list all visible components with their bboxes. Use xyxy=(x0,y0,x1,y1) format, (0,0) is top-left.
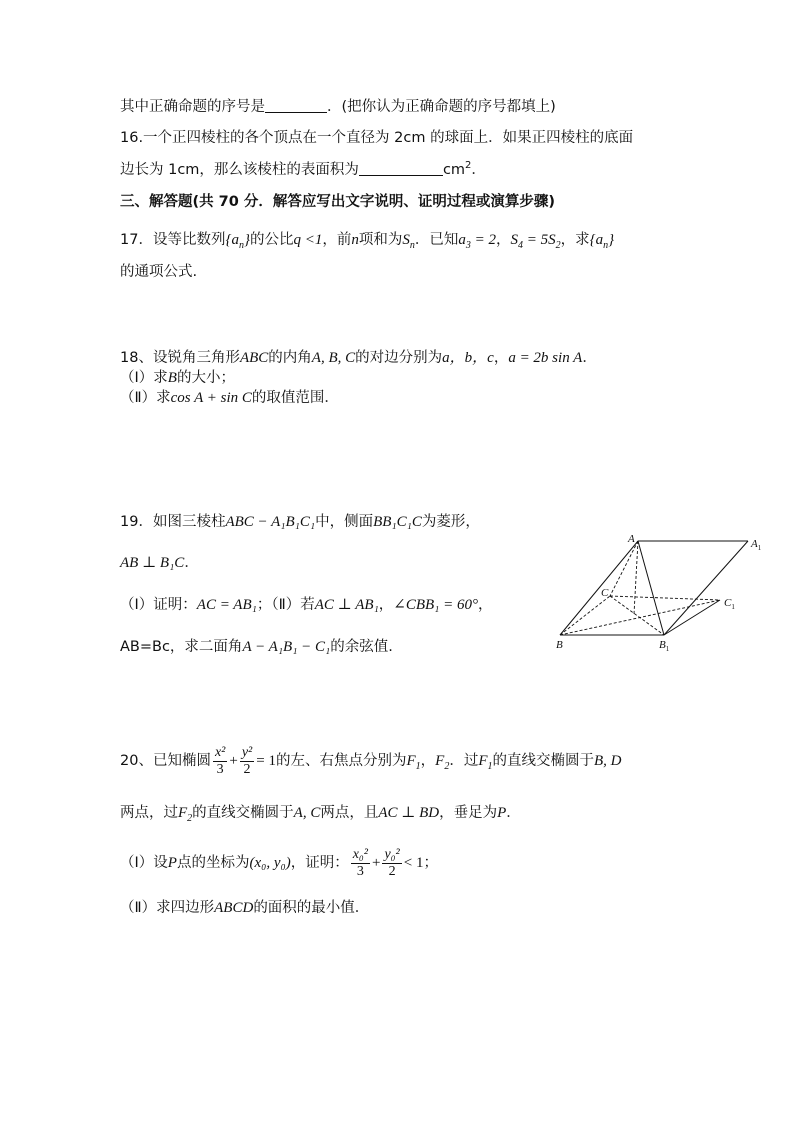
q19-dihedral-angle: A − A₁B₁ − C₁ xyxy=(242,639,331,655)
q17-ratio-condition: q <1 xyxy=(293,232,323,248)
edge-B-C1 xyxy=(560,600,720,635)
q20-frac-y0: $\frac{\text{y₀²}}{2}$ xyxy=(384,846,400,879)
label-C1: $C_1$ xyxy=(724,597,735,611)
q20-frac-y: $\frac{\text{y²}}{2}$ xyxy=(241,744,253,777)
edge-C-C1 xyxy=(610,596,720,600)
q20-p2-b: 的面积的最小值． xyxy=(253,900,370,916)
q18-sides: a，b，c xyxy=(442,350,494,366)
q15-tail-suffix: ．(把你认为正确命题的序号都填上) xyxy=(327,99,556,115)
q20-sep: ， xyxy=(420,753,436,769)
q19-part-1: （Ⅰ）证明： xyxy=(120,597,197,613)
q20-l2-d: ，垂足为 xyxy=(439,805,498,821)
q19-text-3: 为菱形， xyxy=(421,514,480,530)
q20-l2-c: 两点，且 xyxy=(320,805,379,821)
q20-F2-b: $F_2$ xyxy=(178,805,193,824)
q19-part-2-lead: ；（Ⅱ）若 xyxy=(256,597,315,613)
q18-text-1: 18、设锐角三角形 xyxy=(120,350,240,366)
q20-plus-2: + xyxy=(371,855,381,871)
q20-text-1: 20、已知椭圆 xyxy=(120,753,211,769)
label-A: A xyxy=(628,533,635,545)
q20-F1-b: $F_1$ xyxy=(478,753,493,772)
q16-line-1: 16.一个正四棱柱的各个顶点在一个直径为 2cm 的球面上．如果正四棱柱的底面 xyxy=(120,130,634,146)
section-3-heading: 三、解答题(共 70 分．解答应写出文字说明、证明过程或演算步骤) xyxy=(120,194,556,210)
q20-line-2 xyxy=(120,803,521,823)
edge-A-C xyxy=(610,541,638,596)
q20-part-2 xyxy=(120,898,369,918)
q20-p1-b: 点的坐标为 xyxy=(176,855,250,871)
q19-line-1 xyxy=(120,512,480,532)
q20-less-than: < 1 xyxy=(403,855,424,871)
q16-end: ． xyxy=(471,162,486,178)
q19-part-3-text: AB=Bc，求二面角 xyxy=(120,639,243,655)
q20-part-1 xyxy=(120,846,438,880)
q20-coord: (x₀, y₀) xyxy=(249,855,291,871)
q18-part-1-end: 的大小； xyxy=(176,370,235,386)
q20-F1: $F_1$ xyxy=(406,753,421,772)
q17-text-4: 项和为 xyxy=(358,232,403,248)
q19-part-2-cond-1: AC ⊥ AB₁ xyxy=(314,597,379,613)
q17-a3: $a_3 = 2$ xyxy=(458,232,496,251)
q15-tail-line xyxy=(120,97,556,117)
q18-part-2-end: 的取值范围． xyxy=(251,390,339,406)
q19-sep: ， xyxy=(378,597,394,613)
q19-line-3 xyxy=(120,595,493,615)
q18-text-5: ． xyxy=(582,350,597,366)
q15-answer-blank xyxy=(265,97,327,113)
q17-sum: $S_n$ xyxy=(402,232,415,251)
label-C: C xyxy=(601,587,609,599)
q20-equals-1: = 1 xyxy=(256,753,276,769)
q17-seq-2: $\{a_n\}$ xyxy=(589,232,615,251)
q18-part-1 xyxy=(120,368,235,388)
q15-tail-prefix: 其中正确命题的序号是 xyxy=(120,99,265,115)
q20-quadrilateral: ABCD xyxy=(214,900,254,916)
q20-points-BD: B, D xyxy=(594,753,622,769)
q17-text-3: ，前 xyxy=(322,232,352,248)
q17-text-6: ，求 xyxy=(560,232,590,248)
q18-part-2-text: （Ⅱ）求 xyxy=(120,390,171,406)
q20-F2: $F_2$ xyxy=(435,753,450,772)
q20-plus: + xyxy=(229,753,238,769)
q17-line-2: 的通项公式. xyxy=(120,264,198,280)
q19-line-4 xyxy=(120,637,393,657)
q18-angles: A, B, C xyxy=(311,350,356,366)
q18-part-1-text: （Ⅰ）求 xyxy=(120,370,168,386)
q17-line-1 xyxy=(120,230,614,250)
q20-P-b: P xyxy=(167,855,177,871)
q17-text-5: ．已知 xyxy=(414,232,459,248)
q19-line-2 xyxy=(120,553,199,573)
edge-C-B1 xyxy=(610,596,664,635)
edge-B1-C1 xyxy=(664,600,720,635)
q18-condition: a = 2b sin A xyxy=(508,350,583,366)
q20-p1-c: ，证明： xyxy=(290,855,349,871)
q20-p1-a: （Ⅰ）设 xyxy=(120,855,168,871)
q17-text-1: 17．设等比数列 xyxy=(120,232,226,248)
q16-line-2 xyxy=(120,160,486,180)
q20-line-1 xyxy=(120,744,622,778)
q18-text-3: 的对边分别为 xyxy=(355,350,443,366)
q19-part-1-eq: AC = AB₁ xyxy=(196,597,257,613)
q17-text-2: 的公比 xyxy=(249,232,294,248)
q20-l2-b: 的直线交椭圆于 xyxy=(192,805,294,821)
q16-unit-exponent: 2 xyxy=(465,160,472,172)
q18-angle-B: B xyxy=(167,370,177,386)
q18-triangle: ABC xyxy=(239,350,269,366)
q19-part-2-cond-2: ∠CBB₁ = 60° xyxy=(393,597,479,613)
label-B1: $B_1$ xyxy=(659,639,670,653)
q20-frac-x: $\frac{\text{x²}}{3}$ xyxy=(214,744,226,777)
q19-part-2-end: ， xyxy=(478,597,493,613)
q18-part-2 xyxy=(120,388,339,408)
q19-text-2: 中，侧面 xyxy=(315,514,374,530)
edge-A1-B1 xyxy=(664,541,748,635)
q20-perp: AC ⊥ BD xyxy=(378,805,440,821)
q20-l2-e: ． xyxy=(506,805,521,821)
edge-A-B1 xyxy=(638,541,664,635)
q20-l2-a: 两点，过 xyxy=(120,805,178,821)
q18-text-2: 的内角 xyxy=(268,350,312,366)
label-B: B xyxy=(556,639,563,651)
label-A1: $A_1$ xyxy=(751,538,762,552)
q20-text-3: ．过 xyxy=(449,753,479,769)
q19-condition-end: ． xyxy=(184,555,199,571)
q18-text-4: ， xyxy=(493,350,509,366)
q16-text: 边长为 1cm，那么该棱柱的表面积为 xyxy=(120,162,359,178)
q19-prism: ABC − A₁B₁C₁ xyxy=(225,514,316,530)
q20-text-4: 的直线交椭圆于 xyxy=(492,753,594,769)
prism-figure xyxy=(552,530,772,655)
q20-P: P xyxy=(497,805,507,821)
q20-frac-x0: $\frac{\text{x₀²}}{3}$ xyxy=(352,846,368,879)
q19-text-1: 19．如图三棱柱 xyxy=(120,514,226,530)
q19-condition: AB ⊥ B₁C xyxy=(120,555,185,571)
q19-face: BB₁C₁C xyxy=(373,514,422,530)
q20-p2-a: （Ⅱ）求四边形 xyxy=(120,900,215,916)
q19-part-3-end: 的余弦值. xyxy=(330,639,393,655)
q18-line-1 xyxy=(120,348,597,368)
q20-p1-d: ； xyxy=(423,855,438,871)
q20-points-AC: A, C xyxy=(293,805,321,821)
q17-seq: $\{a_n\}$ xyxy=(225,232,250,251)
edge-A-foot xyxy=(634,541,638,614)
q20-text-2: 的左、右焦点分别为 xyxy=(275,753,407,769)
q17-sep: ， xyxy=(495,232,511,248)
q16-unit: cm xyxy=(442,162,466,178)
q17-s4: $S_4 = 5S_2$ xyxy=(510,232,561,251)
q16-answer-blank xyxy=(359,160,443,176)
q18-expression: cos A + sin C xyxy=(170,390,252,406)
q17-n: n xyxy=(351,232,359,248)
